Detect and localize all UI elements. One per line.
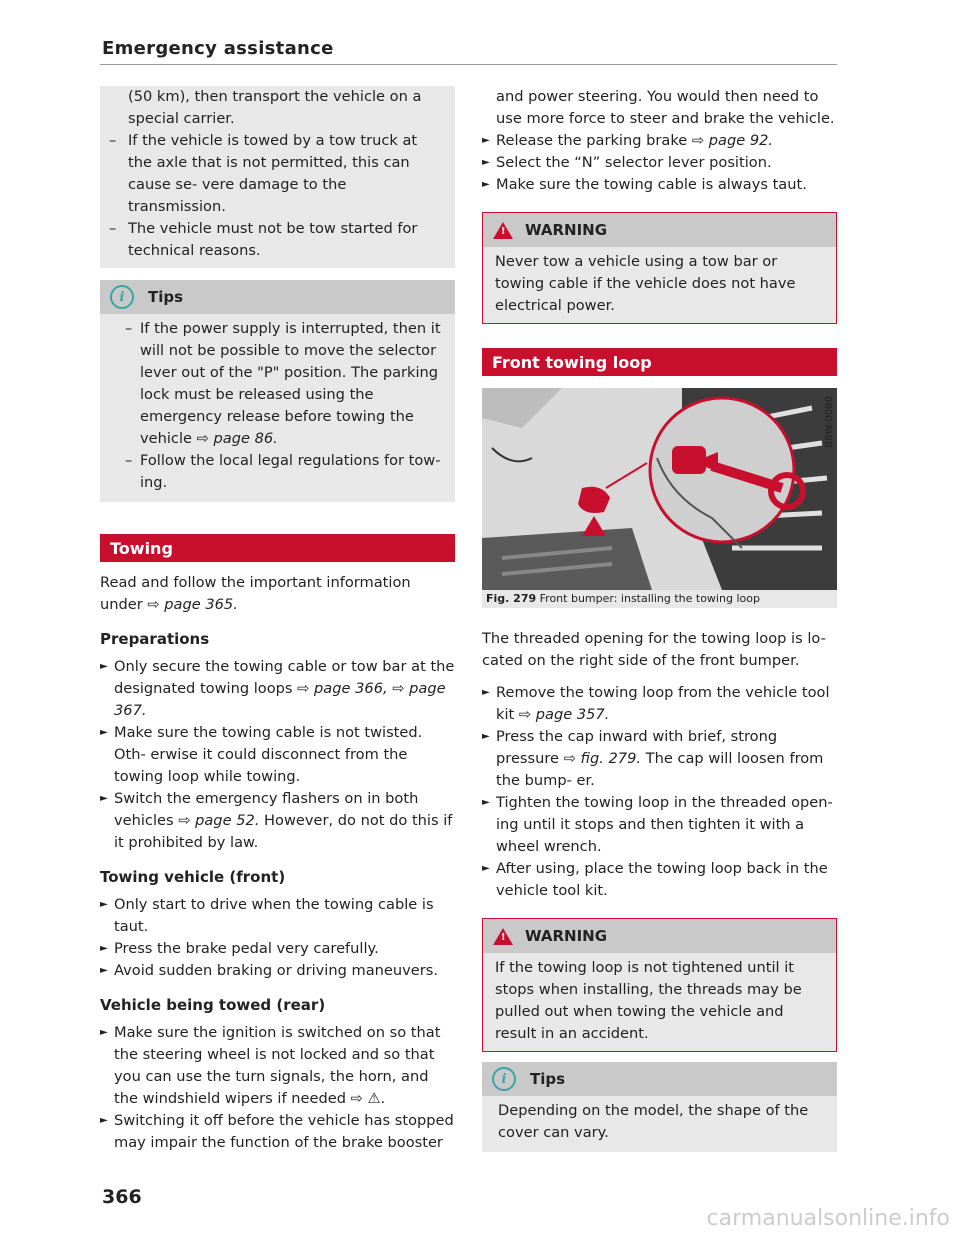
tips-box bbox=[100, 280, 455, 502]
page-ref-link[interactable]: ⇨ page 357. bbox=[518, 706, 610, 723]
warning-text: Never tow a vehicle using a tow bar or towing cable if the vehicle does not have electrical power. bbox=[495, 253, 796, 314]
warning-header bbox=[483, 213, 836, 247]
list-item: ► Make sure the towing cable is always taut. bbox=[482, 176, 807, 193]
tips-body bbox=[482, 1096, 837, 1152]
list-item: ► Make sure the ignition is switched on so that the steering wheel is not locked and so that you can use the turn signals, the horn, and the windshield wipers if needed ⇨ ⚠. bbox=[100, 1024, 441, 1107]
tips-header bbox=[100, 280, 455, 314]
figure-caption: Fig. 279 Front bumper: installing the towing loop bbox=[482, 590, 837, 608]
list-item: ► Release the parking brake ⇨ page 92. bbox=[482, 132, 774, 149]
right-column bbox=[482, 86, 837, 1152]
warning-triangle-icon bbox=[493, 222, 513, 239]
tips-label: Tips bbox=[530, 1070, 566, 1088]
tips-item: – If the power supply is interrupted, then it will not be possible to move the selector lever out of the "P" position. The parking lock must be released using the emergency release before towing the vehicle ⇨ page 86. bbox=[116, 318, 445, 450]
page-ref-link[interactable]: ⇨ page 52. bbox=[178, 812, 260, 829]
list-item: ► Only start to drive when the towing cable is taut. bbox=[100, 896, 434, 935]
towing-intro: Read and follow the important information under ⇨ page 365. bbox=[100, 574, 411, 613]
figure-code: B8W-0080 bbox=[824, 396, 835, 448]
warning-label: WARNING bbox=[525, 927, 608, 945]
heading-vehicle-being-towed-rear: Vehicle being towed (rear) bbox=[100, 996, 326, 1014]
list-item: ► Switching it off before the vehicle has stopped may impair the function of the brake booster bbox=[100, 1112, 454, 1151]
list-item: ► Press the brake pedal very carefully. bbox=[100, 940, 379, 957]
warning-box bbox=[482, 918, 837, 1052]
page-number: 366 bbox=[102, 1186, 142, 1208]
list-item: ► Only secure the towing cable or tow bar at the designated towing loops ⇨ page 366, ⇨ page 367. bbox=[100, 658, 455, 719]
list-item: ► After using, place the towing loop back in the vehicle tool kit. bbox=[482, 860, 828, 899]
figure-illustration bbox=[482, 388, 837, 590]
section-title-front-towing-loop: Front towing loop bbox=[482, 348, 837, 376]
list-item: ► Remove the towing loop from the vehicle tool kit ⇨ page 357. bbox=[482, 684, 830, 723]
tips-item: – Follow the local legal regulations for tow- ing. bbox=[116, 450, 445, 494]
watermark: carmanualsonline.info bbox=[706, 1206, 950, 1231]
info-icon: i bbox=[492, 1067, 516, 1091]
heading-towing-vehicle-front: Towing vehicle (front) bbox=[100, 868, 286, 886]
list-item: ► Press the cap inward with brief, strong pressure ⇨ fig. 279. The cap will loosen from the bump- er. bbox=[482, 728, 824, 789]
tips-body bbox=[100, 314, 455, 502]
continued-text: and power steering. You would then need to use more force to steer and brake the vehicle. bbox=[496, 88, 835, 127]
warning-text: If the towing loop is not tightened until it stops when installing, the threads may be pulled out when towing the vehicle and result in an accident. bbox=[495, 959, 802, 1042]
tips-header bbox=[482, 1062, 837, 1096]
continued-box bbox=[100, 86, 455, 268]
list-item: ► Select the “N” selector lever position. bbox=[482, 154, 772, 171]
tips-text: Depending on the model, the shape of the cover can vary. bbox=[498, 1102, 809, 1141]
heading-preparations: Preparations bbox=[100, 630, 210, 648]
info-icon: i bbox=[110, 285, 134, 309]
page-ref-link[interactable]: ⇨ page 86. bbox=[196, 430, 278, 447]
warning-triangle-icon bbox=[493, 928, 513, 945]
loop-intro: The threaded opening for the towing loop is lo- cated on the right side of the front bumper. bbox=[482, 630, 826, 669]
running-header: Emergency assistance bbox=[102, 38, 334, 59]
left-column bbox=[100, 86, 455, 1154]
page-ref-link[interactable]: ⇨ page 92. bbox=[691, 132, 774, 149]
warning-box bbox=[482, 212, 837, 324]
list-item: ► Make sure the towing cable is not twisted. Oth- erwise it could disconnect from the towing loop while towing. bbox=[100, 724, 423, 785]
warning-label: WARNING bbox=[525, 221, 608, 239]
figure-ref-link[interactable]: ⇨ fig. 279. bbox=[563, 750, 642, 767]
tips-box bbox=[482, 1062, 837, 1152]
page-ref-link[interactable]: ⇨ page 366, ⇨ page 367. bbox=[114, 680, 446, 719]
section-title-towing: Towing bbox=[100, 534, 455, 562]
figure-towing-loop bbox=[482, 388, 837, 590]
header-rule bbox=[100, 64, 837, 65]
list-item: ► Tighten the towing loop in the threaded open- ing until it stops and then tighten it with a wheel wrench. bbox=[482, 794, 833, 855]
continued-dash-item: – If the vehicle is towed by a tow truck at the axle that is not permitted, this can cause se- vere damage to the transmission. bbox=[100, 130, 445, 218]
continued-text: (50 km), then transport the vehicle on a special carrier. bbox=[128, 88, 422, 127]
tips-label: Tips bbox=[148, 288, 184, 306]
list-item: ► Switch the emergency flashers on in both vehicles ⇨ page 52. However, do not do this if it prohibited by law. bbox=[100, 790, 453, 851]
warning-header bbox=[483, 919, 836, 953]
page-ref-link[interactable]: ⇨ page 365. bbox=[147, 596, 238, 613]
continued-dash-item: – The vehicle must not be tow started for technical reasons. bbox=[100, 218, 445, 262]
list-item: ► Avoid sudden braking or driving maneuvers. bbox=[100, 962, 438, 979]
